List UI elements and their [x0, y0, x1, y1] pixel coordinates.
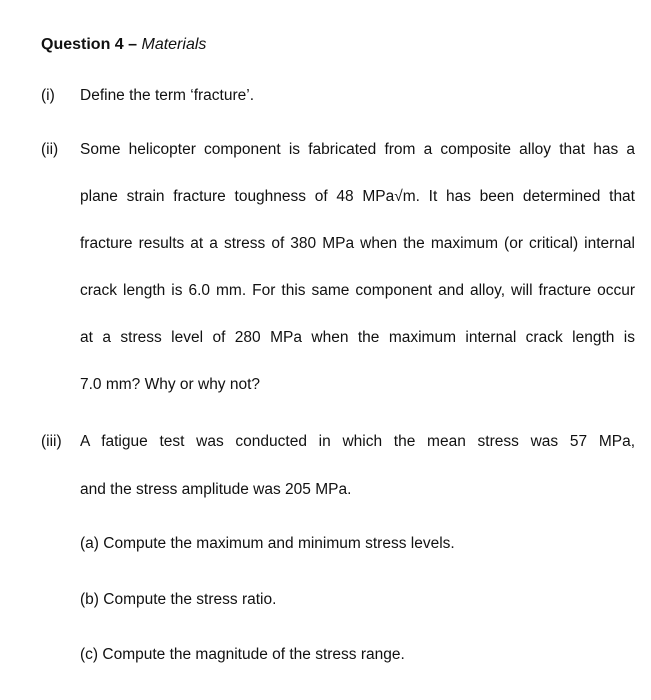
heading-dash: –: [123, 36, 142, 53]
subpart-c: (c) Compute the magnitude of the stress range.: [80, 646, 405, 663]
subpart-b: (b) Compute the stress ratio.: [80, 591, 277, 608]
part-ii-line: fracture results at a stress of 380 MPa when the maximum (or critical) internal: [80, 235, 635, 252]
subpart-a: (a) Compute the maximum and minimum stress levels.: [80, 535, 455, 552]
question-topic: Materials: [141, 36, 207, 53]
question-heading: [41, 36, 206, 54]
part-ii-line: plane strain fracture toughness of 48 MPa√m. It has been determined that: [80, 188, 635, 205]
part-i-text: Define the term ‘fracture’.: [80, 87, 255, 104]
part-iii-label: (iii): [41, 433, 62, 450]
part-ii-line: at a stress level of 280 MPa when the maximum internal crack length is: [80, 329, 635, 346]
part-iii-line: and the stress amplitude was 205 MPa.: [80, 481, 352, 498]
part-ii-line: Some helicopter component is fabricated from a composite alloy that has a: [80, 141, 635, 158]
part-iii-line: A fatigue test was conducted in which the mean stress was 57 MPa,: [80, 433, 635, 450]
part-ii-line: crack length is 6.0 mm. For this same component and alloy, will fracture occur: [80, 282, 635, 299]
part-i-label: (i): [41, 87, 55, 104]
question-number: Question 4: [41, 36, 124, 53]
part-ii-line: 7.0 mm? Why or why not?: [80, 376, 261, 393]
part-ii-label: (ii): [41, 141, 59, 158]
